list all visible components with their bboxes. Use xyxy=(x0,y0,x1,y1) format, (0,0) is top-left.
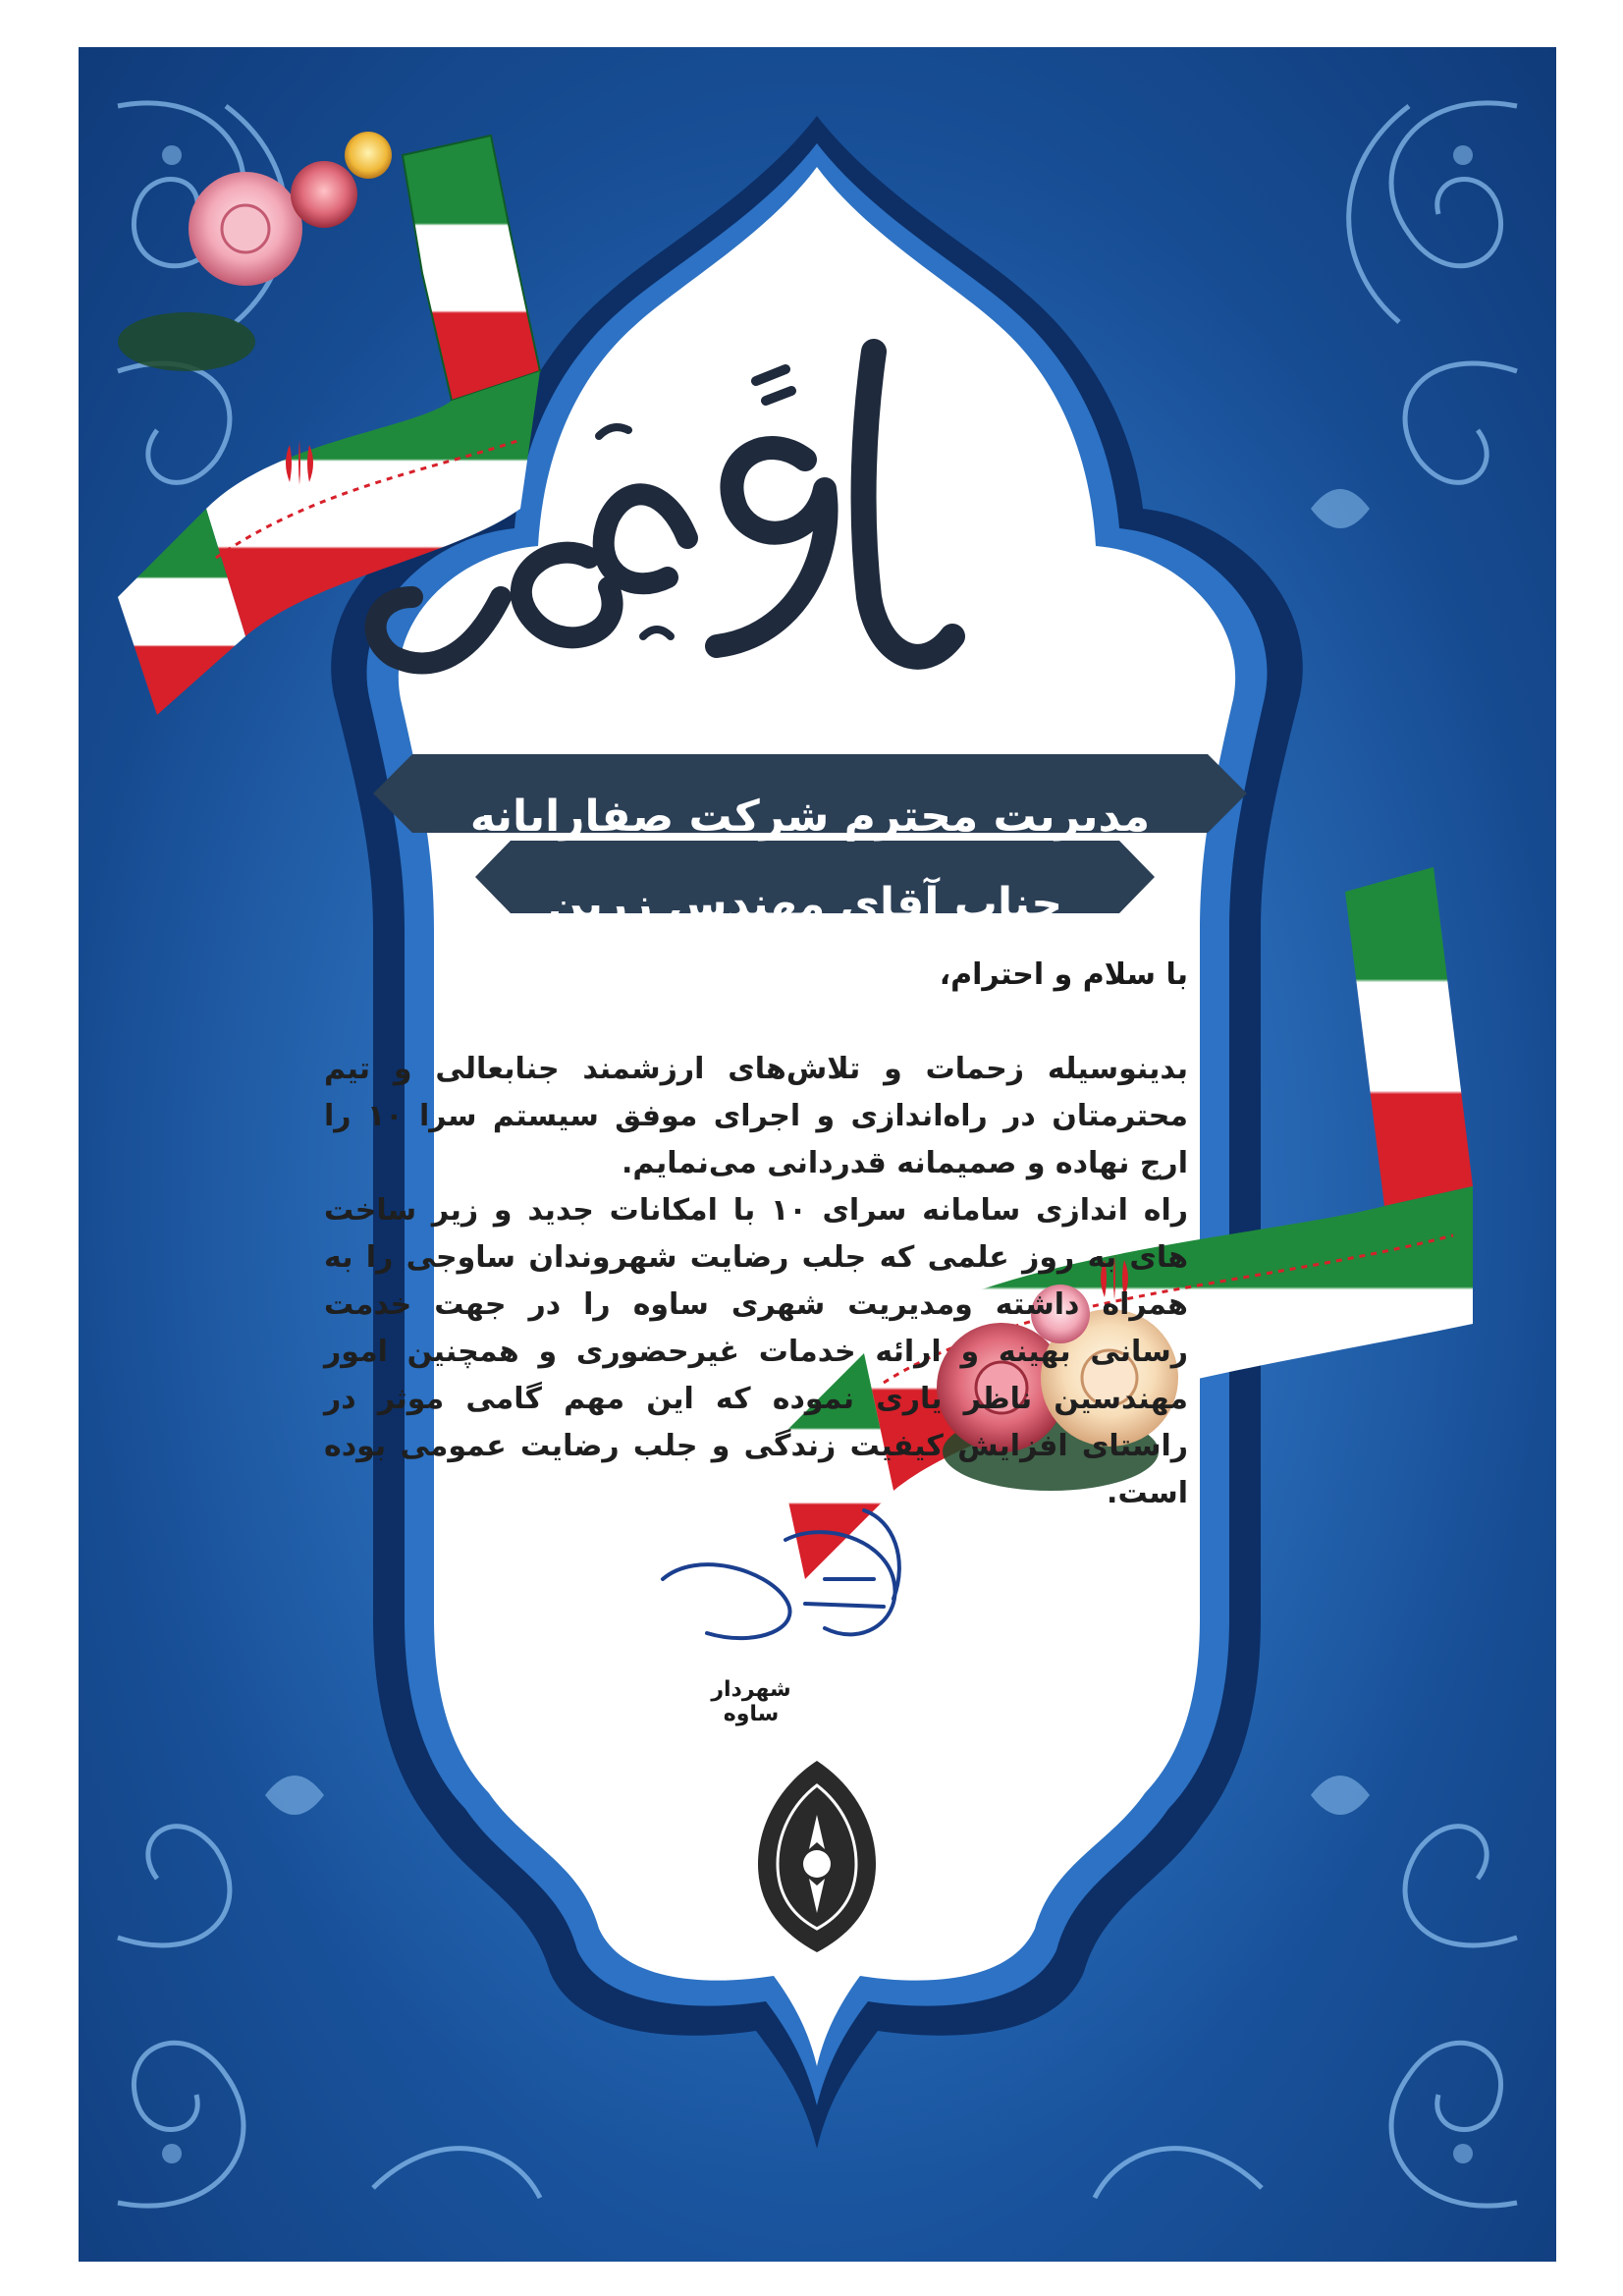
letter-body xyxy=(324,1046,1188,1517)
greeting: با سلام و احترام، xyxy=(939,957,1188,992)
recipient-company: مدیریت محترم شرکت صفارایانه xyxy=(469,791,1151,842)
paragraph-2: راه اندازی سامانه سرای ۱۰ با امکانات جدید و زیر ساخت های به روز علمی که جلب رضایت شهروندان ساوجی را به همراه داشته ومدیریت شهری ساوه را در جهت خدمت رسانی بهینه و ارائه خدمات غیرحضوری و همچنین امور مهندسین ناظر یاری نموده که این مهم گامی موثر در راستای افزایش کیفیت زندگی و جلب رضایت عمومی بوده است. xyxy=(324,1193,1188,1510)
paragraph-1: بدینوسیله زحمات و تلاش‌های ارزشمند جنابعالی و تیم محترمتان در راه‌اندازی و اجرای موفق سیستم سرا ۱۰ را ارج نهاده و صمیمانه قدردانی می‌نمایم. xyxy=(324,1052,1189,1180)
signer-title: شهردار ساوه xyxy=(711,1677,791,1726)
recipient-name: جناب آقای مهندس زرین xyxy=(547,878,1063,929)
